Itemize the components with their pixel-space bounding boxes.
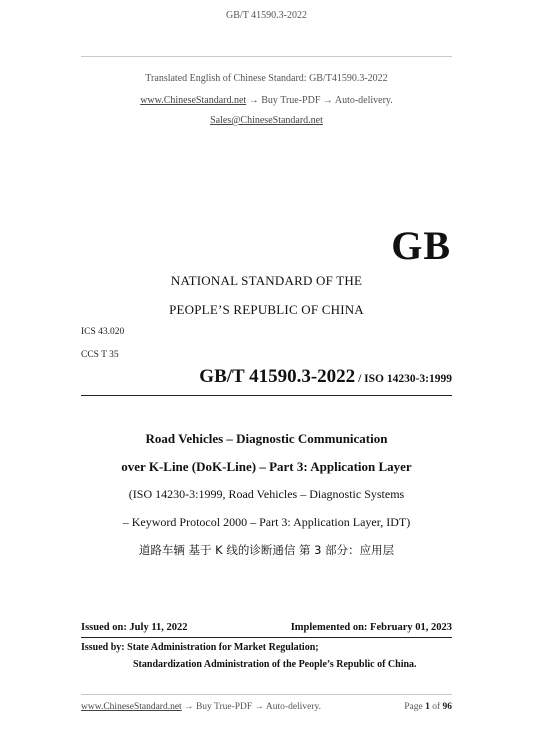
issued-date: Issued on: July 11, 2022 <box>81 622 188 633</box>
chinese-standard-link[interactable]: www.ChineseStandard.net <box>140 95 247 106</box>
dates-rule <box>81 637 452 638</box>
sales-email-link[interactable]: Sales@ChineseStandard.net <box>210 115 323 126</box>
national-standard-line1: NATIONAL STANDARD OF THE <box>170 273 363 288</box>
title-rule <box>81 395 452 396</box>
translation-note: Translated English of Chinese Standard: GB/T41590.3-2022 <box>145 73 388 84</box>
subtitle-line1: (ISO 14230-3:1999, Road Vehicles – Diagnostic Systems <box>128 487 405 501</box>
footer-site-link[interactable]: www.ChineseStandard.net <box>81 702 182 712</box>
standard-separator: / <box>355 373 365 385</box>
issuer-line1: Issued by: State Administration for Market Regulation; <box>81 642 319 653</box>
purchase-line <box>0 95 533 106</box>
implemented-date: Implemented on: February 01, 2023 <box>290 622 452 633</box>
gb-mark: GB <box>391 223 451 268</box>
chinese-title: 道路车辆 基于 K 线的诊断通信 第 3 部分：应用层 <box>138 543 395 557</box>
footer-divider <box>81 694 452 695</box>
running-header: GB/T 41590.3-2022 <box>226 10 307 21</box>
title-line2: over K-Line (DoK-Line) – Part 3: Application Layer <box>121 459 412 474</box>
footer-purchase-text: → Buy True-PDF → Auto-delivery. <box>181 702 321 712</box>
footer-purchase-line <box>81 702 321 712</box>
email-line <box>0 115 533 126</box>
purchase-text: → Buy True-PDF → Auto-delivery. <box>246 95 393 106</box>
gb-standard-number: GB/T 41590.3-2022 <box>199 366 356 387</box>
standard-number <box>199 366 452 388</box>
ccs-code: CCS T 35 <box>81 350 119 360</box>
subtitle-line2: – Keyword Protocol 2000 – Part 3: Application Layer, IDT) <box>122 515 411 529</box>
total-pages: 96 <box>442 702 452 712</box>
ics-code: ICS 43.020 <box>81 327 125 337</box>
issuer-line2: Standardization Administration of the People’s Republic of China. <box>133 659 417 670</box>
of-label: of <box>432 702 441 712</box>
page-indicator <box>404 702 452 712</box>
header-divider <box>81 56 452 57</box>
iso-standard-number: ISO 14230-3:1999 <box>364 373 452 385</box>
page-label: Page <box>404 702 423 712</box>
page-number: 1 <box>425 702 430 712</box>
title-line1: Road Vehicles – Diagnostic Communication <box>145 431 388 446</box>
national-standard-line2: PEOPLE’S REPUBLIC OF CHINA <box>169 302 364 317</box>
